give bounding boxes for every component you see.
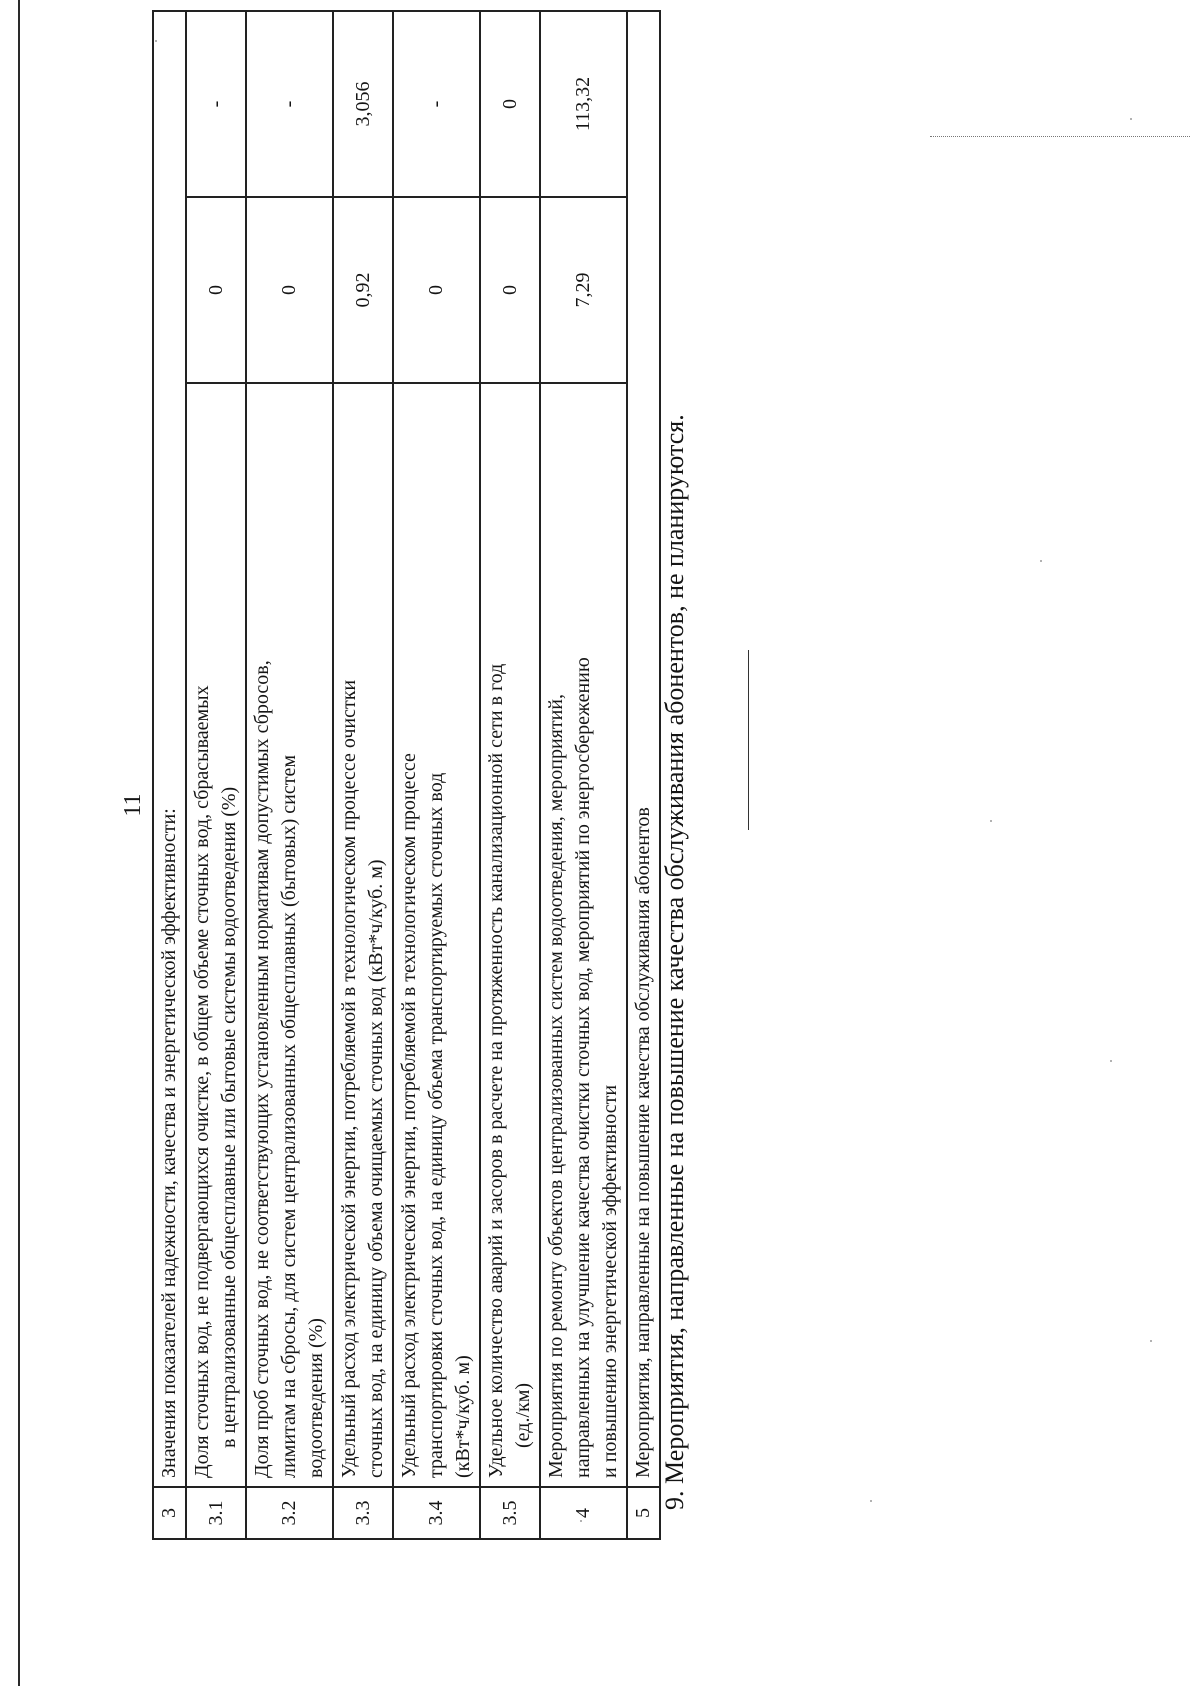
row-number: 3 [153,1487,186,1539]
page-number: 11 [120,793,146,817]
description-line: Удельный расход электрической энергии, потребляемой в технологическом процессе очистки [338,679,360,1478]
description-line: и повышению энергетической эффективности [599,1084,621,1478]
value-cell-1: 0 [186,197,246,383]
table-row [246,11,333,1539]
row-description [333,383,393,1487]
row-number: 3.3 [333,1487,393,1539]
row-number: 4 [540,1487,627,1539]
description-line: Удельное количество аварий и засоров в расчете на протяженность канализационной сети в год [485,663,507,1478]
value-cell-2: - [186,11,246,197]
value-cell-1: 7,29 [540,197,627,383]
value-cell-1: 0 [393,197,480,383]
description-line: в централизованные общесплавные или бытовые системы водоотведения (%) [218,786,240,1448]
value-cell-2: 0 [480,11,540,197]
table-row [153,11,186,1539]
description-line: Мероприятия по ремонту объектов централизованных систем водоотведения, мероприятий, [545,693,567,1478]
footer-text: 9. Мероприятия, направленные на повышение качества обслуживания абонентов, не планируются. [660,414,689,1510]
value-cell-1: 0 [480,197,540,383]
row-number: 3.5 [480,1487,540,1539]
row-number: 3.1 [186,1487,246,1539]
description-line: Значения показателей надежности, качества и энергетической эффективности: [158,808,180,1478]
value-cell-2: - [246,11,333,197]
row-description [393,383,480,1487]
row-description [246,383,333,1487]
description-line: направленных на улучшение качества очистки сточных вод, мероприятий по энергосбережению [572,657,594,1478]
description-line: водоотведения (%) [305,1318,327,1478]
description-line: Доля сточных вод, не подвергающихся очистке, в общем объеме сточных вод, сбрасываемых [191,685,213,1478]
row-number: 3.4 [393,1487,480,1539]
description-line: транспортировки сточных вод, на единицу объема транспортируемых сточных вод [425,772,447,1478]
value-cell-2: 113,32 [540,11,627,197]
table-row [186,11,246,1539]
table-row [480,11,540,1539]
row-description [540,383,627,1487]
value-cell-2: 3,056 [333,11,393,197]
value-cell-2: - [393,11,480,197]
table-row [333,11,393,1539]
row-description [153,11,186,1487]
row-description [627,11,660,1487]
row-description [480,383,540,1487]
row-number: 3.2 [246,1487,333,1539]
description-line: Мероприятия, направленные на повышение качества обслуживания абонентов [632,807,654,1478]
description-line: (кВт*ч/куб. м) [452,1355,474,1478]
indicators-table [152,10,661,1540]
row-description [186,383,246,1487]
table-row [540,11,627,1539]
description-line: Доля проб сточных вод, не соответствующих установленным нормативам допустимых сбросов, [251,660,273,1478]
table-row [393,11,480,1539]
table-row [627,11,660,1539]
value-cell-1: 0 [246,197,333,383]
row-number: 5 [627,1487,660,1539]
description-line: Удельный расход электрической энергии, потребляемой в технологическом процессе [398,753,420,1478]
description-line: лимитам на сбросы, для систем централизованных общесплавных (бытовых) систем [278,754,300,1478]
value-cell-1: 0,92 [333,197,393,383]
separator-rule [748,650,749,830]
description-line: (ед./км) [512,1382,534,1448]
rotated-page [0,40,1200,1600]
description-line: сточных вод, на единицу объема очищаемых сточных вод (кВт*ч/куб. м) [365,859,387,1478]
